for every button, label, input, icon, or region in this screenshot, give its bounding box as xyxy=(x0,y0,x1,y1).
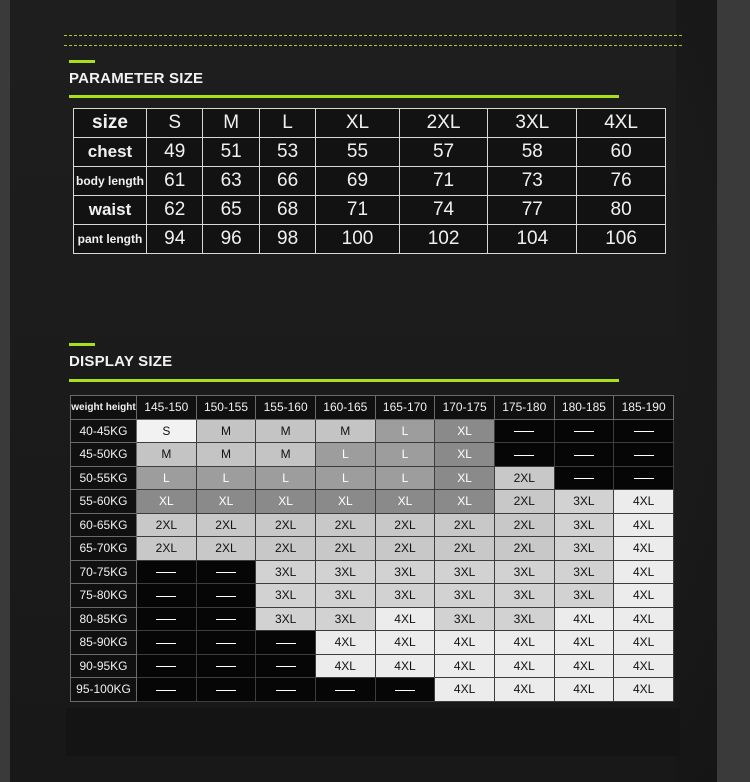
size-cell: 2XL xyxy=(375,537,435,561)
size-cell-unavailable xyxy=(137,560,197,584)
param-cell: 57 xyxy=(399,138,488,167)
size-cell: 4XL xyxy=(614,607,674,631)
size-cell: M xyxy=(196,443,256,467)
size-cell: 3XL xyxy=(315,584,375,608)
display-title-accent xyxy=(69,343,95,346)
param-cell: 80 xyxy=(577,196,666,225)
size-cell-unavailable xyxy=(614,466,674,490)
param-cell: 98 xyxy=(259,225,315,254)
size-cell: 3XL xyxy=(494,607,554,631)
param-cell: 96 xyxy=(203,225,259,254)
dash-mark xyxy=(156,643,176,644)
size-cell: 3XL xyxy=(554,584,614,608)
dash-mark xyxy=(216,643,236,644)
weight-label: 90-95KG xyxy=(71,654,137,678)
size-cell: 2XL xyxy=(494,490,554,514)
dash-mark xyxy=(156,572,176,573)
height-header: 180-185 xyxy=(554,396,614,420)
param-title-underline xyxy=(69,95,619,98)
size-cell: 3XL xyxy=(256,584,316,608)
param-cell: 74 xyxy=(399,196,488,225)
weight-label: 55-60KG xyxy=(71,490,137,514)
size-cell: 2XL xyxy=(375,513,435,537)
dash-mark xyxy=(156,690,176,691)
param-cell: 71 xyxy=(316,196,399,225)
height-header: 145-150 xyxy=(137,396,197,420)
display-header-row xyxy=(71,396,674,420)
size-cell-unavailable xyxy=(494,443,554,467)
param-cell: 100 xyxy=(316,225,399,254)
param-cell: 76 xyxy=(577,167,666,196)
param-cell: 104 xyxy=(488,225,577,254)
size-cell-unavailable xyxy=(614,443,674,467)
param-size-header: 4XL xyxy=(577,109,666,138)
size-cell: 4XL xyxy=(375,631,435,655)
size-cell: 4XL xyxy=(494,678,554,702)
height-header: 175-180 xyxy=(494,396,554,420)
weight-label: 85-90KG xyxy=(71,631,137,655)
size-cell: 2XL xyxy=(435,513,495,537)
size-cell: 3XL xyxy=(494,584,554,608)
param-cell: 71 xyxy=(399,167,488,196)
dash-mark xyxy=(574,431,594,432)
size-cell-unavailable xyxy=(196,631,256,655)
param-size-header: XL xyxy=(316,109,399,138)
size-cell: S xyxy=(137,419,197,443)
display-row xyxy=(71,607,674,631)
param-row xyxy=(74,196,666,225)
dash-mark xyxy=(514,431,534,432)
size-cell-unavailable xyxy=(256,678,316,702)
display-row xyxy=(71,443,674,467)
size-cell-unavailable xyxy=(196,654,256,678)
size-cell: XL xyxy=(256,490,316,514)
param-row xyxy=(74,167,666,196)
size-cell: 4XL xyxy=(614,490,674,514)
size-cell: 3XL xyxy=(256,560,316,584)
size-cell: L xyxy=(315,466,375,490)
param-cell: 51 xyxy=(203,138,259,167)
display-title-underline xyxy=(69,379,619,382)
dash-mark xyxy=(156,596,176,597)
size-cell: M xyxy=(315,419,375,443)
param-size-header: 2XL xyxy=(399,109,488,138)
param-cell: 53 xyxy=(259,138,315,167)
dash-mark xyxy=(574,478,594,479)
dash-mark xyxy=(634,431,654,432)
size-cell: 2XL xyxy=(137,513,197,537)
dash-mark xyxy=(216,572,236,573)
size-cell-unavailable xyxy=(137,654,197,678)
size-cell-unavailable xyxy=(137,584,197,608)
param-size-header: 3XL xyxy=(488,109,577,138)
size-cell: L xyxy=(375,443,435,467)
size-cell: 3XL xyxy=(554,490,614,514)
size-cell: L xyxy=(315,443,375,467)
weight-label: 70-75KG xyxy=(71,560,137,584)
size-cell-unavailable xyxy=(256,631,316,655)
size-cell: 3XL xyxy=(554,537,614,561)
dash-mark xyxy=(574,455,594,456)
height-header: 185-190 xyxy=(614,396,674,420)
height-header: 170-175 xyxy=(435,396,495,420)
size-cell: 2XL xyxy=(494,513,554,537)
size-cell: XL xyxy=(315,490,375,514)
param-title-accent xyxy=(69,60,95,63)
size-cell: 4XL xyxy=(554,631,614,655)
size-cell: 4XL xyxy=(494,631,554,655)
size-cell: 3XL xyxy=(435,607,495,631)
display-row xyxy=(71,490,674,514)
param-row-label: waist xyxy=(74,196,147,225)
param-cell: 49 xyxy=(147,138,203,167)
size-cell: 2XL xyxy=(196,537,256,561)
size-cell: 2XL xyxy=(435,537,495,561)
size-cell: 2XL xyxy=(256,537,316,561)
size-cell: 4XL xyxy=(315,631,375,655)
size-cell-unavailable xyxy=(137,607,197,631)
display-row xyxy=(71,654,674,678)
param-size-header: L xyxy=(259,109,315,138)
param-cell: 60 xyxy=(577,138,666,167)
param-cell: 106 xyxy=(577,225,666,254)
top-dotted-divider-2 xyxy=(64,45,682,46)
size-cell: 4XL xyxy=(614,678,674,702)
param-row-label: pant length xyxy=(74,225,147,254)
size-cell: 3XL xyxy=(315,560,375,584)
size-cell: 4XL xyxy=(435,631,495,655)
size-cell: M xyxy=(137,443,197,467)
display-row xyxy=(71,466,674,490)
size-cell: XL xyxy=(435,443,495,467)
size-cell-unavailable xyxy=(137,678,197,702)
dash-mark xyxy=(514,455,534,456)
size-cell: 2XL xyxy=(315,513,375,537)
size-cell: L xyxy=(256,466,316,490)
size-cell: 4XL xyxy=(435,654,495,678)
height-header: 160-165 xyxy=(315,396,375,420)
weight-label: 75-80KG xyxy=(71,584,137,608)
size-cell-unavailable xyxy=(554,443,614,467)
weight-label: 60-65KG xyxy=(71,513,137,537)
dash-mark xyxy=(634,455,654,456)
size-cell: 4XL xyxy=(554,678,614,702)
dash-mark xyxy=(156,666,176,667)
display-row xyxy=(71,560,674,584)
size-cell: 4XL xyxy=(554,607,614,631)
size-cell: XL xyxy=(435,490,495,514)
size-cell: 4XL xyxy=(614,560,674,584)
size-cell: 3XL xyxy=(554,513,614,537)
dash-mark xyxy=(156,619,176,620)
param-row xyxy=(74,138,666,167)
param-cell: 65 xyxy=(203,196,259,225)
size-cell: XL xyxy=(375,490,435,514)
size-cell-unavailable xyxy=(375,678,435,702)
size-cell: XL xyxy=(435,419,495,443)
parameter-size-table xyxy=(73,108,666,254)
dash-mark xyxy=(634,478,654,479)
size-cell-unavailable xyxy=(315,678,375,702)
display-corner-label: weight height xyxy=(71,396,137,420)
param-row-label: body length xyxy=(74,167,147,196)
size-cell: 3XL xyxy=(315,607,375,631)
display-row xyxy=(71,513,674,537)
param-cell: 66 xyxy=(259,167,315,196)
weight-label: 65-70KG xyxy=(71,537,137,561)
size-cell: M xyxy=(196,419,256,443)
height-header: 155-160 xyxy=(256,396,316,420)
size-cell: L xyxy=(375,466,435,490)
display-row xyxy=(71,537,674,561)
size-cell: 2XL xyxy=(196,513,256,537)
size-cell: 4XL xyxy=(554,654,614,678)
size-cell-unavailable xyxy=(196,607,256,631)
dash-mark xyxy=(395,690,415,691)
size-cell-unavailable xyxy=(137,631,197,655)
param-cell: 73 xyxy=(488,167,577,196)
size-cell: L xyxy=(375,419,435,443)
size-cell: 4XL xyxy=(375,654,435,678)
param-cell: 63 xyxy=(203,167,259,196)
param-cell: 61 xyxy=(147,167,203,196)
param-cell: 102 xyxy=(399,225,488,254)
size-cell-unavailable xyxy=(196,678,256,702)
top-dotted-divider xyxy=(64,35,682,36)
height-header: 165-170 xyxy=(375,396,435,420)
size-cell-unavailable xyxy=(256,654,316,678)
size-cell: XL xyxy=(435,466,495,490)
size-cell-unavailable xyxy=(554,419,614,443)
param-size-header: S xyxy=(147,109,203,138)
size-cell: 3XL xyxy=(375,560,435,584)
size-cell: L xyxy=(137,466,197,490)
dash-mark xyxy=(216,619,236,620)
param-cell: 94 xyxy=(147,225,203,254)
size-cell: 3XL xyxy=(435,584,495,608)
size-cell: 2XL xyxy=(494,466,554,490)
param-row xyxy=(74,225,666,254)
param-cell: 58 xyxy=(488,138,577,167)
param-row-label: chest xyxy=(74,138,147,167)
weight-label: 95-100KG xyxy=(71,678,137,702)
size-cell: L xyxy=(196,466,256,490)
weight-label: 50-55KG xyxy=(71,466,137,490)
dash-mark xyxy=(276,666,296,667)
param-cell: 62 xyxy=(147,196,203,225)
dash-mark xyxy=(276,690,296,691)
display-row xyxy=(71,584,674,608)
param-header-label: size xyxy=(74,109,147,138)
dash-mark xyxy=(216,666,236,667)
dash-mark xyxy=(276,643,296,644)
weight-label: 45-50KG xyxy=(71,443,137,467)
size-cell: 4XL xyxy=(614,537,674,561)
size-cell-unavailable xyxy=(614,419,674,443)
size-cell: 3XL xyxy=(256,607,316,631)
param-cell: 69 xyxy=(316,167,399,196)
dash-mark xyxy=(216,690,236,691)
size-cell: 4XL xyxy=(315,654,375,678)
size-cell: 3XL xyxy=(494,560,554,584)
size-cell: 4XL xyxy=(614,584,674,608)
size-cell: 4XL xyxy=(614,631,674,655)
weight-label: 40-45KG xyxy=(71,419,137,443)
display-size-table xyxy=(70,395,674,702)
weight-label: 80-85KG xyxy=(71,607,137,631)
bottom-panel xyxy=(66,708,680,756)
display-row xyxy=(71,631,674,655)
param-section-title: PARAMETER SIZE xyxy=(69,70,204,87)
dash-mark xyxy=(216,596,236,597)
display-row xyxy=(71,419,674,443)
size-cell: 3XL xyxy=(554,560,614,584)
height-header: 150-155 xyxy=(196,396,256,420)
size-cell: 4XL xyxy=(494,654,554,678)
size-cell: 2XL xyxy=(137,537,197,561)
size-cell: M xyxy=(256,419,316,443)
size-cell: M xyxy=(256,443,316,467)
size-cell-unavailable xyxy=(196,584,256,608)
size-cell: 4XL xyxy=(614,513,674,537)
display-row xyxy=(71,678,674,702)
dash-mark xyxy=(335,690,355,691)
size-cell: 2XL xyxy=(315,537,375,561)
size-cell-unavailable xyxy=(494,419,554,443)
param-size-header: M xyxy=(203,109,259,138)
size-cell-unavailable xyxy=(196,560,256,584)
size-cell: 4XL xyxy=(614,654,674,678)
size-cell: 4XL xyxy=(435,678,495,702)
size-cell: 3XL xyxy=(375,584,435,608)
param-cell: 55 xyxy=(316,138,399,167)
param-header-row xyxy=(74,109,666,138)
param-cell: 77 xyxy=(488,196,577,225)
size-cell: 2XL xyxy=(256,513,316,537)
param-cell: 68 xyxy=(259,196,315,225)
display-section-title: DISPLAY SIZE xyxy=(69,353,173,370)
size-cell: 4XL xyxy=(375,607,435,631)
size-cell: XL xyxy=(137,490,197,514)
size-cell: 2XL xyxy=(494,537,554,561)
size-cell-unavailable xyxy=(554,466,614,490)
size-cell: 3XL xyxy=(435,560,495,584)
size-cell: XL xyxy=(196,490,256,514)
